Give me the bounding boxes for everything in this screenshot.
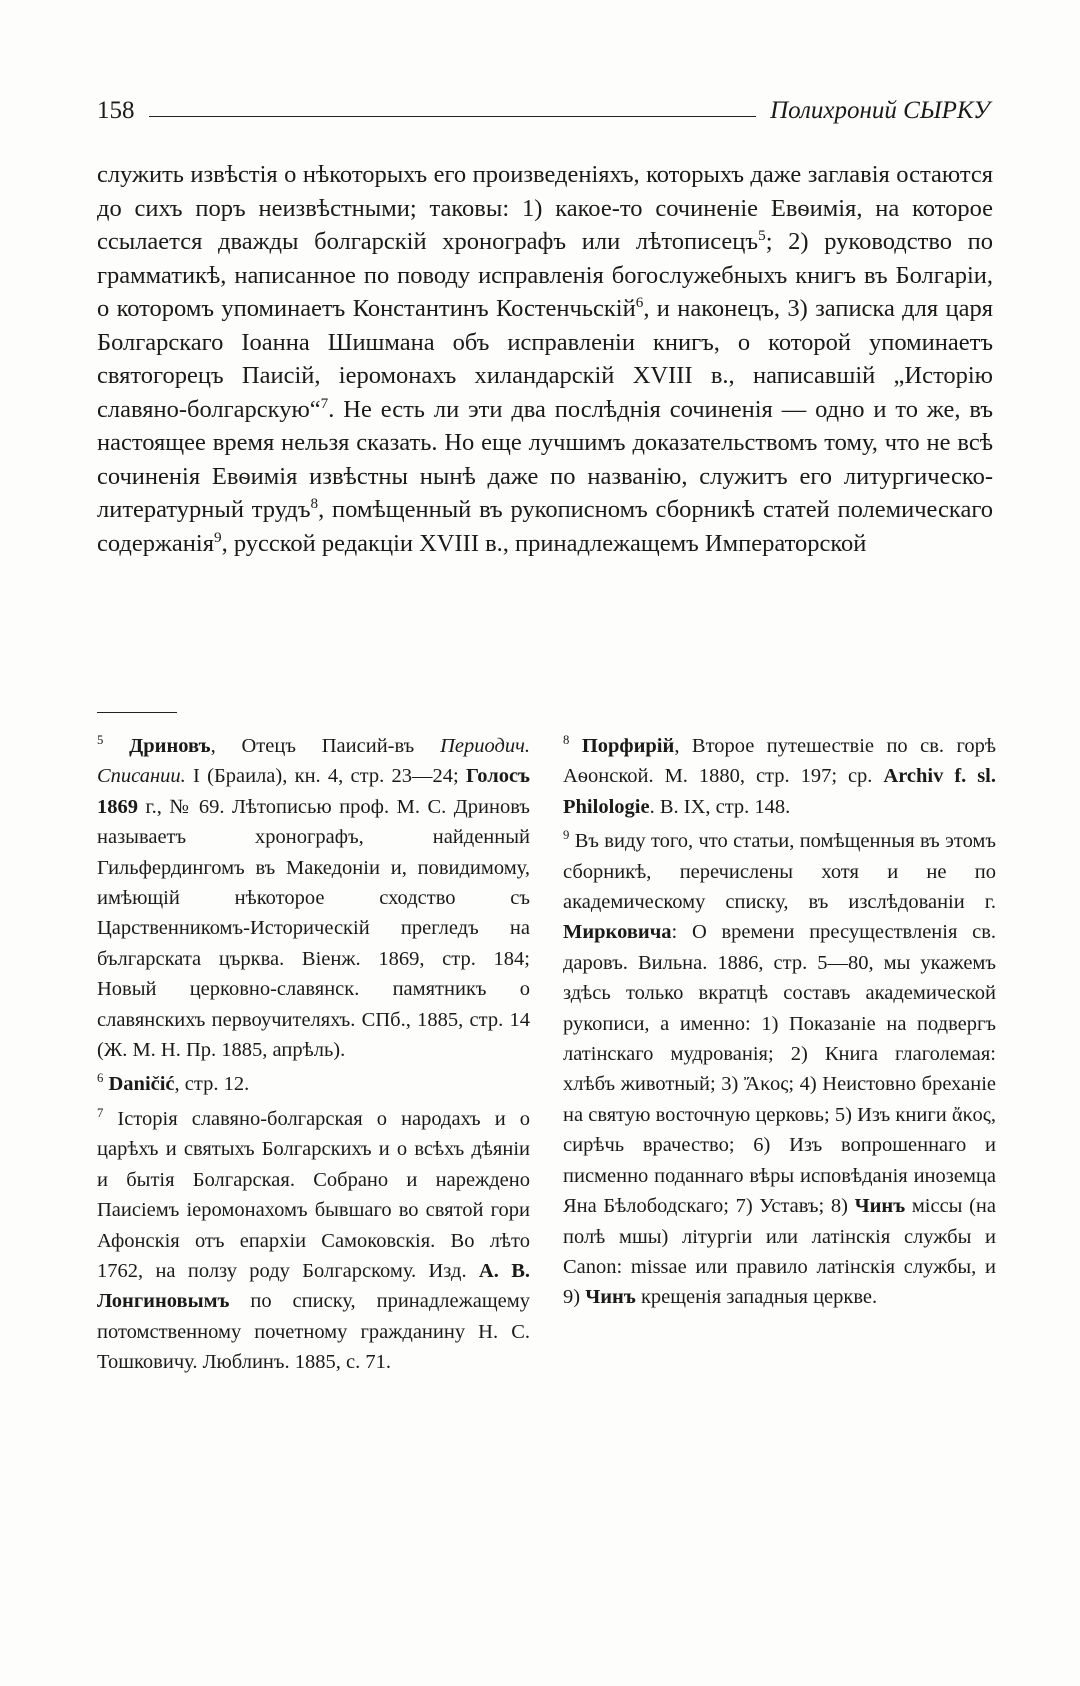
footnote-ref: 5 [758, 226, 766, 244]
footnotes-right-column [563, 731, 996, 1317]
footnote-8: $^8$ Порфирій, Второе путешествіе по св. горѣ Аѳонской. М. 1880, стр. 197; ср. Archiv f. sl. Philologie. В. IX, стр. 148. [563, 733, 997, 818]
header-rule [149, 116, 757, 117]
footnote-6: $^6$ Daničić, стр. 12. [97, 1071, 250, 1096]
body-text [97, 158, 993, 560]
body-paragraph: служить извѣстія о нѣкоторыхъ его произведеніяхъ, которыхъ даже заглавія остаются до сихъ поръ неизвѣстными; таковы: 1) какое-то сочиненіе Евѳимія, на которое ссылается дважды болгарскій хронографъ или лѣтописецъ$^5$; 2) руководство по грамматикѣ, написанное по поводу исправленія богослужебныхъ книгъ въ Болгаріи, о которомъ упоминаетъ Константинъ Костенчьскій$^6$, и наконецъ, 3) записка для царя Болгарскаго Іоанна Шишмана объ исправленіи книгъ, о которой упоминаетъ святогорецъ Паисій, іеромонахъ хиландарскій XVIII в., написавшій „Исторію славяно-болгарскую“$^7$. Не есть ли эти два послѣднія сочиненія — одно и то же, въ настоящее время нельзя сказать. Но еще лучшимъ доказательствомъ тому, что не всѣ сочиненія Евѳимія извѣстны нынѣ даже по названію, служитъ его литургическо-литературный трудъ$^8$, помѣщенный въ рукописномъ сборникѣ статей полемическаго содержанія$^9$, русской редакціи XVIII в., принадлежащемъ Императорской [97, 161, 994, 557]
footnote-5: $^5$ Дриновъ, Отецъ Паисий-въ Периодич. Списании. I (Браила), кн. 4, стр. 23—24; Голосъ 1869 г., № 69. Лѣтописью проф. М. С. Дриновъ называетъ хронографъ, найденный Гильфердингомъ въ Македоніи и, повидимому, имѣющій нѣкоторое сходство съ Царственникомъ-Историческій прегледъ на българската църква. Віенж. 1869, стр. 184; Новый церковно-славянск. памятникъ о славянскихъ первоучителяхъ. СПб., 1885, стр. 14 (Ж. М. Н. Пр. 1885, апрѣль). [97, 733, 530, 1062]
footnote-ref: 7 [320, 394, 329, 412]
running-header [97, 92, 990, 126]
footnote-ref: 6 [635, 293, 644, 311]
footnote-ref: 9 [214, 528, 222, 546]
footnotes-left-column [97, 731, 530, 1382]
footnote-ref: 8 [310, 494, 319, 512]
footnote-9: $^9$ Въ виду того, что статьи, помѣщенныя въ этомъ сборникѣ, перечислены хотя и не по академическому списку, въ изслѣдованіи г. Мирковича: О времени пресуществленія св. даровъ. Вильна. 1886, стр. 5—80, мы укажемъ здѣсь только вкратцѣ составъ академической рукописи, а именно: 1) Показаніе на подвергъ латінскаго мудрованія; 2) Книга глаголемая: хлѣбъ животный; 3) Ἄκος; 4) Неистовно бреханіе на святую восточную церковь; 5) Изъ книги ἄκος, сирѣчь врачество; 6) Изъ вопрошеннаго и писменно поданнаго вѣры исповѣданія иноземца Яна Бѣлободскаго; 7) Уставъ; 8) Чинъ міссы (на полѣ мшы) літургіи или латінскія службы и Canon: missae или правило латінскія службы, и 9) Чинъ крещенія западныя церкве. [563, 828, 997, 1309]
running-title: Полихроний СЫРКУ [770, 97, 990, 124]
page-number: 158 [97, 97, 135, 124]
footnote-separator [97, 712, 177, 713]
footnote-7: $^7$ Історія славяно-болгарская о народахъ и о царѣхъ и святыхъ Болгарскихъ и о всѣхъ дѣяніи и бытія Болгарская. Собрано и нареждено Паисіемъ іеромонахомъ бывшаго во святой гори Афонскія отъ епархіи Самоковскія. Во лѣто 1762, на ползу роду Болгарскому. Изд. А. В. Лонгиновымъ по списку, принадлежащему потомственному почетному гражданину Н. С. Тошковичу. Люблинъ. 1885, с. 71. [97, 1106, 530, 1374]
